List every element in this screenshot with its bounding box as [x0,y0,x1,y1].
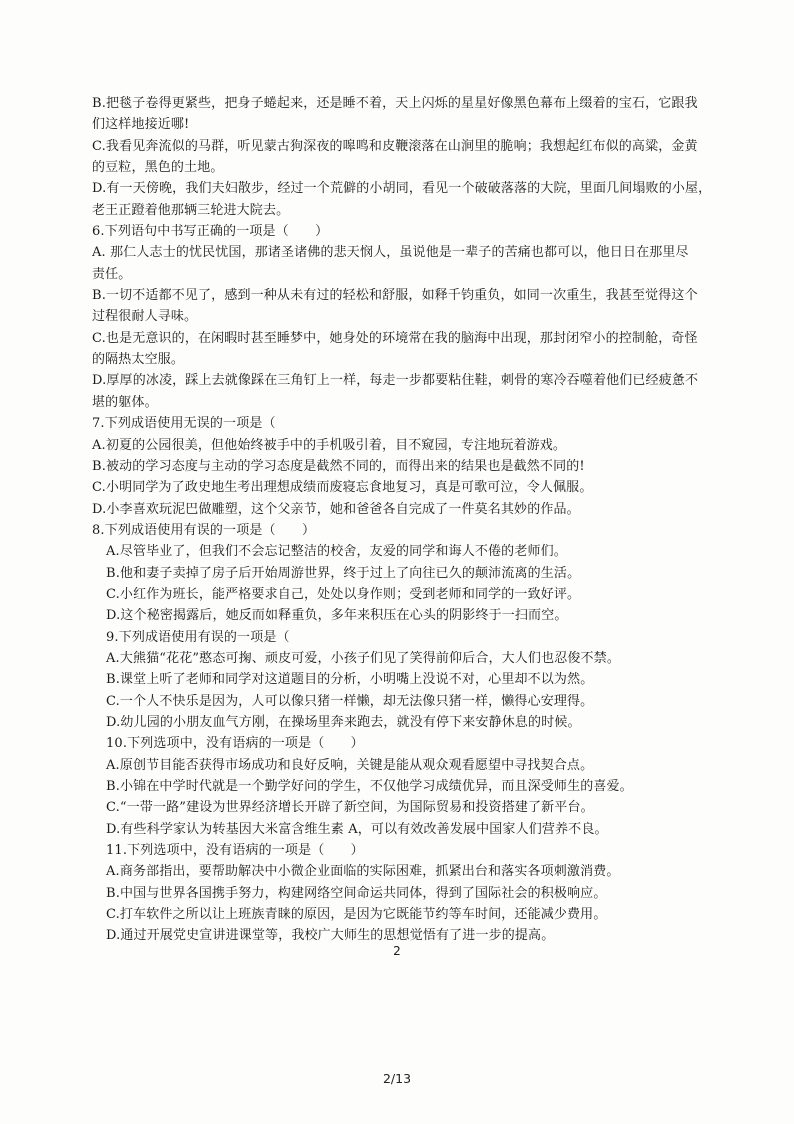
text-line: C.也是无意识的，在闲暇时甚至睡梦中，她身处的环境常在我的脑海中出现，那封闭窄小的控制舱，奇怪 [92,330,698,346]
text-line: D.通过开展党史宣讲进课堂等，我校广大师生的思想觉悟有了进一步的提高。 [106,928,555,944]
text-line: A.初夏的公园很美，但他始终被手中的手机吸引着，目不窥园，专注地玩着游戏。 [92,437,567,453]
text-line: 6.下列语句中书写正确的一项是（ ） [92,224,329,240]
text-line: B.他和妻子卖掉了房子后开始周游世界，终于过上了向往已久的颠沛流离的生活。 [106,565,581,581]
exam-page-content [92,93,714,947]
text-line: D.这个秘密揭露后，她反而如释重负，多年来积压在心头的阴影终于一扫而空。 [106,608,568,624]
text-line: B.小锦在中学时代就是一个勤学好问的学生，不仅他学习成绩优异，而且深受师生的喜爱。 [106,779,633,794]
text-line: 过程很耐人寻味。 [92,309,198,325]
text-line: D.有些科学家认为转基因大米富含维生素 A，可以有效改善发展中国家人们营养不良。 [106,821,608,837]
text-line: 10.下列选项中，没有语病的一项是（ ） [106,736,364,752]
text-line: B.把毯子卷得更紧些，把身子蜷起来，还是睡不着，天上闪烁的星星好像黑色幕布上缀着的宝石，它跟我 [92,96,698,111]
text-line: 堪的躯体。 [92,394,158,410]
text-line: A.大熊猫“花花”憨态可掬、顽皮可爱，小孩子们见了笑得前仰后合，大人们也忍俊不禁。 [106,650,620,666]
text-line: 的隔热太空服。 [92,352,185,368]
text-line: C.我看见奔流似的马群，听见蒙古狗深夜的嗥鸣和皮鞭滚落在山涧里的脆响；我想起红布似的高粱，金黄 [92,138,698,154]
text-line: D.幼儿园的小朋友血气方刚，在操场里奔来跑去，就没有停下来安静休息的时候。 [106,714,581,730]
text-line: 8.下列成语使用有误的一项是（ ） [92,522,316,538]
text-line: B.一切不适都不见了，感到一种从未有过的轻松和舒服，如释千钧重负，如同一次重生，我甚至觉得这个 [92,288,698,304]
page-footer: 2/13 [382,1071,412,1086]
text-line: B.课堂上听了老师和同学对这道题目的分析，小明嘴上没说不对，心里却不以为然。 [106,672,594,688]
text-line: C.一个人不快乐是因为，人可以像只猪一样懒，却无法像只猪一样，懒得心安理得。 [106,693,594,709]
text-line: 11.下列选项中，没有语病的一项是（ ） [106,843,364,859]
text-line: D.小李喜欢玩泥巴做雕塑，这个父亲节，她和爸爸各自完成了一件莫名其妙的作品。 [92,501,580,517]
text-line: C.“一带一路”建设为世界经济增长开辟了新空间，为国际贸易和投资搭建了新平台。 [106,800,594,816]
text-line: A.商务部指出，要帮助解决中小微企业面临的实际困难，抓紧出台和落实各项刺激消费。 [106,864,620,880]
text-line: C.小明同学为了政史地生考出理想成绩而废寝忘食地复习，真是可歌可泣，令人佩服。 [92,480,593,496]
text-line: A.尽管毕业了，但我们不会忘记整洁的校舍，友爱的同学和诲人不倦的老师们。 [106,544,567,560]
text-line: D.厚厚的冰凌，踩上去就像踩在三角钉上一样，每走一步都要粘住鞋，刺骨的寒冷吞噬着他们已经疲惫不 [92,373,699,389]
page-number: 2 [393,944,401,958]
text-line: 们这样地接近哪! [92,117,190,133]
text-line: C.小红作为班长，能严格要求自己，处处以身作则；受到老师和同学的一致好评。 [106,586,581,602]
text-line: B.被动的学习态度与主动的学习态度是截然不同的，而得出来的结果也是截然不同的! [92,458,585,474]
text-line: C.打车软件之所以让上班族青睐的原因，是因为它既能节约等车时间，还能减少费用。 [106,907,607,923]
text-line: A.原创节目能否获得市场成功和良好反响，关键是能从观众观看愿望中寻找契合点。 [106,757,594,773]
text-line: 老王正蹬着他那辆三轮进大院去。 [92,202,290,218]
text-line: B.中国与世界各国携手努力，构建网络空间命运共同体，得到了国际社会的积极响应。 [106,885,607,901]
text-line: 责任。 [92,266,132,282]
text-line: 7.下列成语使用无误的一项是（ [92,416,276,432]
text-line: 的豆粒，黑色的土地。 [92,160,224,176]
text-line: A. 那仁人志士的忧民忧国，那诸圣诸佛的悲天悯人，虽说他是一辈子的苦痛也都可以，他日日在那里尽 [92,245,689,261]
text-line: 9.下列成语使用有误的一项是（ [106,629,290,645]
text-line: D.有一天傍晚，我们夫妇散步，经过一个荒僻的小胡同，看见一个破破落落的大院，里面几间塌败的小屋， [92,181,712,197]
